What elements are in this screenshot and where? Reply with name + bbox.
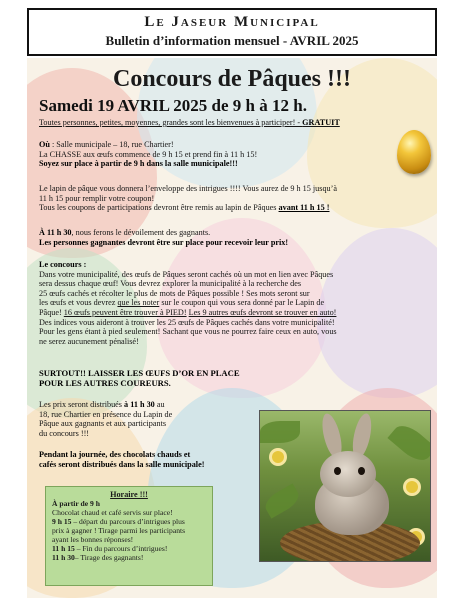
bunny-head — [320, 451, 376, 497]
chocolat-line: cafés seront distribués dans la salle municipale! — [39, 459, 205, 469]
prix-text: Les prix seront distribués — [39, 400, 125, 409]
schedule-item — [52, 526, 206, 535]
masthead-subtitle: Bulletin d’information mensuel - AVRIL 2025 — [105, 33, 359, 48]
schedule-text: – départ du parcours d’intrigues plus — [71, 517, 185, 526]
concours-line: Pour les gens étant à pied seulement! Sachant que vous ne pourrez faire ceux en auto, vous — [39, 327, 337, 337]
schedule-text: ayant les bonnes réponses! — [52, 535, 134, 544]
schedule-time: À partir de 9 h — [52, 499, 100, 508]
schedule-item — [52, 508, 206, 517]
masthead-banner — [27, 8, 437, 56]
concours-heading: Le concours : — [39, 260, 87, 269]
event-date: Samedi 19 AVRIL 2025 de 9 h à 12 h. — [39, 96, 307, 115]
prix-time: à 11 h 30 — [124, 400, 155, 409]
bunny-eye — [358, 467, 365, 475]
leaf-decoration — [261, 483, 302, 518]
chocolat-line: Pendant la journée, des chocolats chauds et — [39, 450, 191, 459]
schedule-time: 9 h 15 — [52, 517, 72, 526]
prix-line: du concours !!! — [39, 428, 90, 438]
golden-egg-icon — [397, 130, 431, 174]
schedule-time: 11 h 30 — [52, 553, 75, 562]
schedule-text: Chocolat chaud et café servis sur place! — [52, 508, 173, 517]
concours-block — [39, 260, 337, 346]
location-label: Où — [39, 140, 50, 149]
prix-line: 18, rue Chartier en présence du Lapin de — [39, 409, 173, 419]
reveal-time: À 11 h 30 — [39, 228, 72, 237]
winners-note: Les personnes gagnantes devront être sur place pour recevoir leur prix! — [39, 237, 289, 247]
concours-line: Des indices vous aideront à trouver les 25 œufs de Pâques cachés dans votre municipalité! — [39, 317, 335, 327]
intro-text: Toutes personnes, petites, moyennes, grandes sont les bienvenues à participer! - — [39, 118, 303, 127]
concours-text: les œufs et vous devrez — [39, 298, 118, 308]
poster-content — [27, 58, 437, 598]
reveal-block — [39, 228, 288, 247]
easter-bunny-photo — [259, 410, 431, 562]
location-block — [39, 140, 257, 169]
schedule-item — [52, 553, 206, 562]
lapin-block — [39, 184, 337, 213]
prix-text: au — [154, 400, 165, 409]
gratuit-label: GRATUIT — [302, 118, 340, 127]
hunt-hours: La CHASSE aux œufs commence de 9 h 15 et prend fin à 11 h 15! — [39, 149, 258, 159]
concours-line: ne serez aucunement pénalisé! — [39, 336, 139, 346]
schedule-text: – Tirage des gagnants! — [74, 553, 144, 562]
concours-underlined: Les 9 autres œufs devront se trouver en auto! — [188, 307, 337, 317]
schedule-item — [52, 544, 206, 553]
surtout-block — [39, 368, 240, 388]
lapin-line-2: 11 h 15 pour remplir votre coupon! — [39, 193, 155, 203]
schedule-item — [52, 535, 206, 544]
concours-line: 25 œufs cachés et récolter le plus de mots de Pâques possible ! Ses mots seront sur — [39, 288, 310, 298]
prix-line: Pâque aux gagnants et aux participants — [39, 419, 167, 429]
surtout-line: SURTOUT!! LAISSER LES ŒUFS D’OR EN PLACE — [39, 368, 240, 378]
location-text: : Salle municipale – 18, rue Chartier! — [49, 140, 174, 149]
concours-text: sur le coupon qui vous sera donné par le Lapin de — [159, 298, 325, 308]
lapin-line-1: Le lapin de pâque vous donnera l’enveloppe des intrigues !!!! Vous aurez de 9 h 15 jusqu’à — [39, 184, 337, 193]
masthead-title: Le Jaseur Municipal — [144, 14, 320, 30]
schedule-box — [45, 486, 213, 586]
lapin-line-3: Tous les coupons de participations devront être remis au lapin de Pâques — [39, 203, 279, 213]
flower-decoration — [406, 481, 418, 493]
reveal-text: , nous ferons le dévoilement des gagnants. — [71, 228, 211, 237]
schedule-time: 11 h 15 — [52, 544, 75, 553]
leaf-decoration — [387, 420, 431, 467]
intro-line — [39, 118, 340, 128]
concours-line: sera dessus chaque œuf! Vous devrez explorer la municipalité à la recherche des — [39, 279, 302, 289]
schedule-item — [52, 517, 206, 526]
flower-decoration — [272, 451, 284, 463]
schedule-text: – Fin du parcours d’intrigues! — [74, 544, 168, 553]
poster-title: Concours de Pâques !!! — [113, 66, 351, 92]
arrival-note: Soyez sur place à partir de 9 h dans la salle municipale!!! — [39, 159, 238, 169]
easter-contest-poster — [27, 58, 437, 598]
surtout-line: POUR LES AUTRES COUREURS. — [39, 378, 171, 388]
schedule-item — [52, 499, 206, 508]
schedule-heading: Horaire !!! — [110, 490, 148, 499]
concours-text: Pâque! — [39, 307, 64, 317]
concours-underlined: que les noter — [117, 298, 160, 308]
chocolat-block — [39, 450, 204, 469]
bunny-eye — [334, 467, 341, 475]
prix-block — [39, 400, 172, 438]
concours-line: Dans votre municipalité, des œufs de Pâques seront cachés où un mot en lien avec Pâques — [39, 269, 334, 279]
schedule-text: prix à gagner ! Tirage parmi les participants — [52, 526, 186, 535]
deadline-note: avant 11 h 15 ! — [278, 203, 330, 213]
leaf-decoration — [260, 421, 300, 443]
concours-underlined: 16 œufs peuvent être trouver à PIED! — [63, 307, 187, 317]
